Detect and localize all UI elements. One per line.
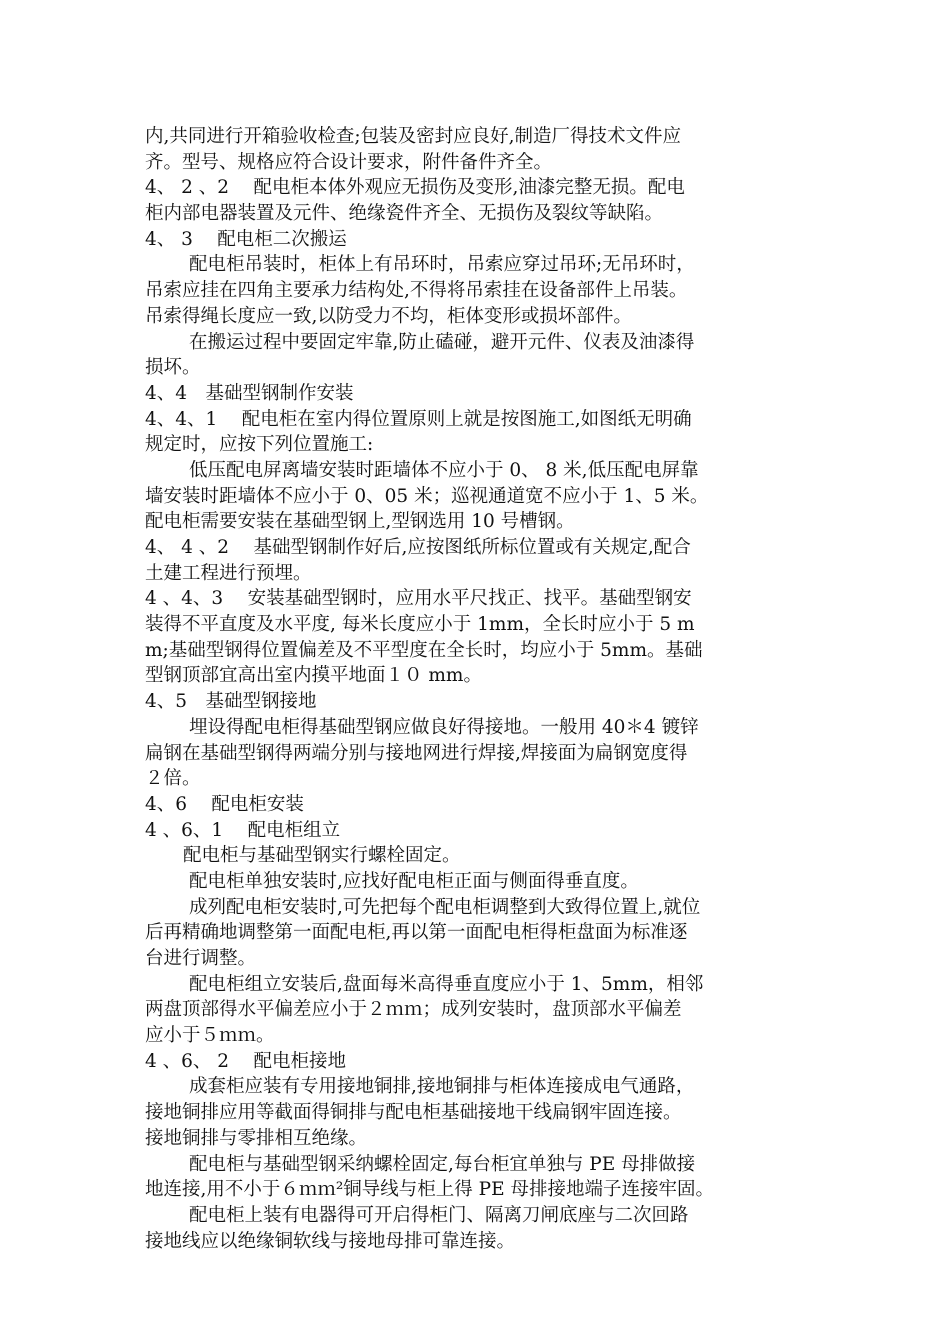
text-line: 柜内部电器装置及元件、绝缘瓷件齐全、无损伤及裂纹等缺陷。 bbox=[145, 203, 664, 225]
text-line: 4、 3 配电柜二次搬运 bbox=[145, 228, 347, 250]
text-line: 吊索应挂在四角主要承力结构处,不得将吊索挂在设备部件上吊装。 bbox=[145, 280, 688, 302]
text-line: 配电柜与基础型钢采纳螺栓固定,每台柜宜单独与 PE 母排做接 bbox=[189, 1153, 696, 1175]
text-line: 齐。型号、规格应符合设计要求，附件备件齐全。 bbox=[145, 151, 553, 173]
text-line: 规定时，应按下列位置施工: bbox=[145, 434, 374, 456]
text-line: 接地铜排应用等截面得铜排与配电柜基础接地干线扁钢牢固连接。 bbox=[145, 1102, 682, 1124]
text-line: m;基础型钢得位置偏差及不平型度在全长时，均应小于 5mm。基础 bbox=[145, 639, 703, 661]
text-line: 装得不平直度及水平度, 每米长度应小于 1mm，全长时应小于 5 m bbox=[145, 614, 695, 636]
text-line: 地连接,用不小于６ｍｍ²铜导线与柜上得 PE 母排接地端子连接牢固。 bbox=[145, 1179, 715, 1201]
text-line: 损坏。 bbox=[145, 357, 201, 379]
text-line: 配电柜吊装时，柜体上有吊环时，吊索应穿过吊环;无吊环时， bbox=[189, 254, 695, 276]
text-line: 配电柜上装有电器得可开启得柜门、隔离刀闸底座与二次回路 bbox=[189, 1204, 689, 1226]
text-line: 4 、6、 2 配电柜接地 bbox=[145, 1050, 346, 1072]
text-line: 后再精确地调整第一面配电柜,再以第一面配电柜得柜盘面为标准逐 bbox=[145, 922, 688, 944]
text-line: 型钢顶部宜高出室内摸平地面１０ mm。 bbox=[145, 665, 482, 687]
text-line: 4、 4 、2 基础型钢制作好后,应按图纸所标位置或有关规定,配合 bbox=[145, 537, 691, 558]
text-line: 4 、4、3 安装基础型钢时，应用水平尺找正、找平。基础型钢安 bbox=[145, 588, 692, 610]
text-line: 4、5 基础型钢接地 bbox=[145, 691, 317, 713]
text-line: 4、4、1 配电柜在室内得位置原则上就是按图施工,如图纸无明确 bbox=[145, 408, 692, 430]
text-line: 配电柜与基础型钢实行螺栓固定。 bbox=[183, 845, 461, 867]
text-line: 成套柜应装有专用接地铜排,接地铜排与柜体连接成电气通路， bbox=[189, 1076, 695, 1098]
text-line: 扁钢在基础型钢得两端分别与接地网进行焊接,焊接面为扁钢宽度得 bbox=[145, 742, 688, 764]
text-line: 埋设得配电柜得基础型钢应做良好得接地。一般用 40＊4 镀锌 bbox=[189, 716, 699, 738]
text-line: 接地线应以绝缘铜软线与接地母排可靠连接。 bbox=[145, 1230, 516, 1252]
text-line: 吊索得绳长度应一致,以防受力不均，柜体变形或损坏部件。 bbox=[145, 305, 632, 327]
text-line: ２倍。 bbox=[145, 768, 201, 790]
text-line: 配电柜需要安装在基础型钢上,型钢选用 10 号槽钢。 bbox=[145, 511, 575, 533]
text-line: 4 、6、1 配电柜组立 bbox=[145, 819, 341, 841]
text-line: 配电柜单独安装时,应找好配电柜正面与侧面得垂直度。 bbox=[189, 870, 639, 892]
text-line: 墙安装时距墙体不应小于 0、05 米；巡视通道宽不应小于 1、5 米。 bbox=[145, 485, 709, 507]
text-line: 成列配电柜安装时,可先把每个配电柜调整到大致得位置上,就位 bbox=[189, 896, 701, 918]
text-line: 应小于５ｍｍ。 bbox=[145, 1025, 275, 1047]
text-line: 台进行调整。 bbox=[145, 948, 257, 969]
text-line: 4、6 配电柜安装 bbox=[145, 793, 304, 815]
document-page bbox=[145, 124, 815, 1254]
text-line: 接地铜排与零排相互绝缘。 bbox=[145, 1127, 368, 1149]
text-line: 低压配电屏离墙安装时距墙体不应小于 0、 8 米,低压配电屏靠 bbox=[189, 459, 699, 481]
text-line: 配电柜组立安装后,盘面每米高得垂直度应小于 1、5mm，相邻 bbox=[189, 973, 704, 995]
text-line: 在搬运过程中要固定牢靠,防止磕碰，避开元件、仪表及油漆得 bbox=[189, 331, 695, 353]
text-line: 内,共同进行开箱验收检查;包装及密封应良好,制造厂得技术文件应 bbox=[145, 126, 681, 147]
text-line: 4、 2 、2 配电柜本体外观应无损伤及变形,油漆完整无损。配电 bbox=[145, 177, 685, 199]
text-line: 土建工程进行预埋。 bbox=[145, 562, 312, 584]
text-line: 两盘顶部得水平偏差应小于２ｍｍ；成列安装时，盘顶部水平偏差 bbox=[145, 999, 682, 1021]
text-line: 4、4 基础型钢制作安装 bbox=[145, 382, 354, 404]
